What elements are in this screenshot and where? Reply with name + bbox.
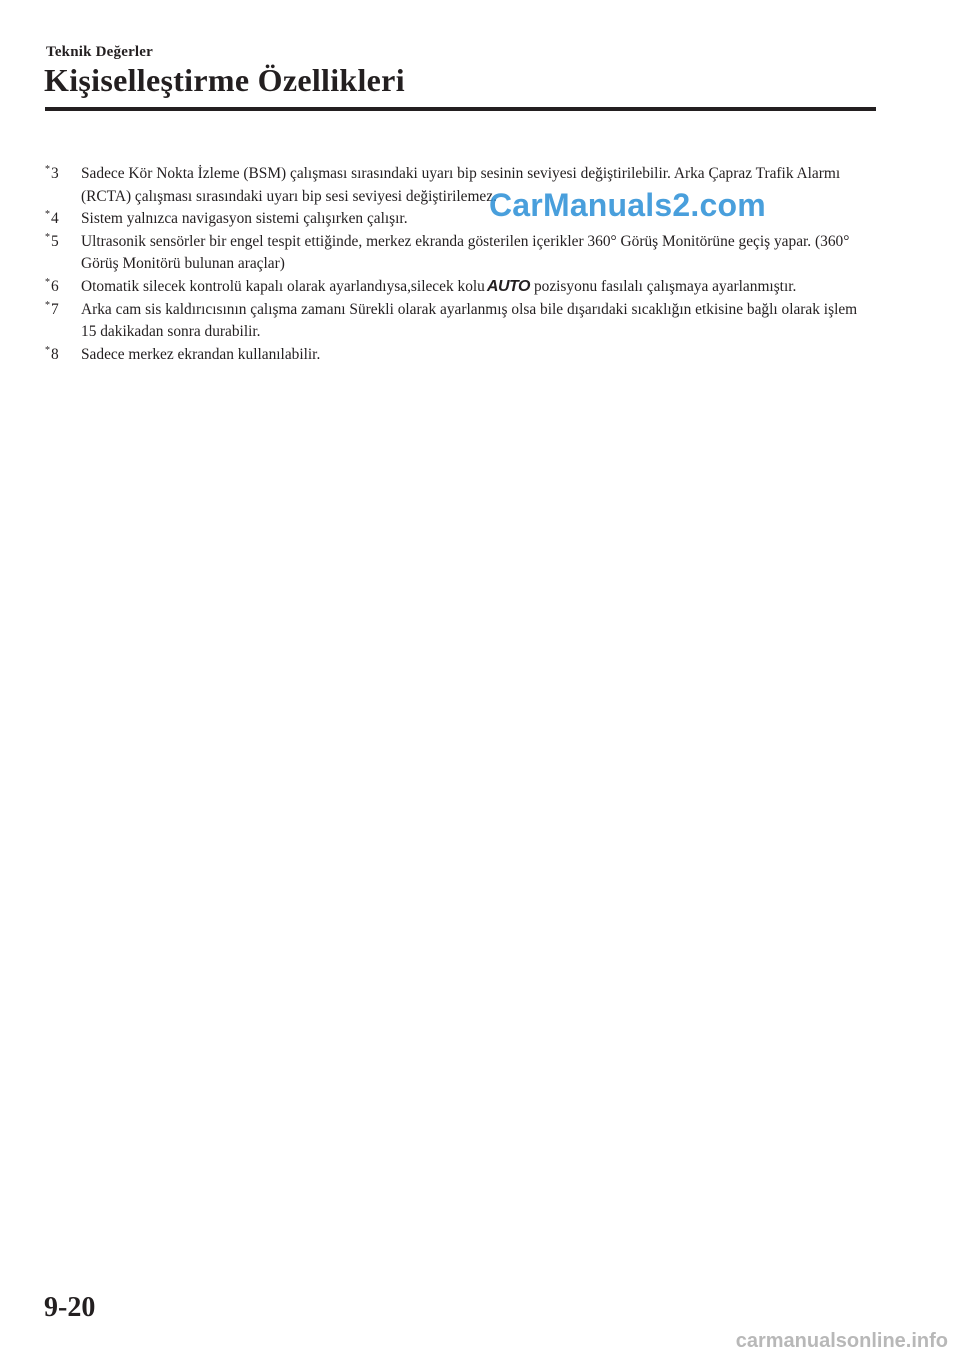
footnote-5: [45, 231, 875, 276]
footnote-marker: *5: [45, 231, 59, 250]
footnote-8: [45, 344, 875, 367]
footnote-text-before: Otomatik silecek kontrolü kapalı olarak ayarlandıysa,silecek kolu: [81, 277, 485, 295]
footnote-marker: *4: [45, 209, 59, 228]
asterisk-icon: *: [45, 209, 50, 221]
auto-wiper-icon: AUTO: [486, 277, 530, 295]
page-number: 9-20: [44, 1292, 96, 1323]
asterisk-icon: *: [45, 276, 50, 288]
footnote-text: Arka cam sis kaldırıcısının çalışma zamanı Sürekli olarak ayarlanmış olsa bile dışarıdaki sıcaklığın etkisine bağlı olarak işlem 15 dakikadan sonra durabilir.: [81, 300, 858, 341]
asterisk-icon: *: [45, 344, 50, 356]
footnote-marker: *7: [45, 299, 59, 318]
asterisk-icon: *: [45, 231, 50, 243]
footnote-marker: *3: [45, 164, 59, 182]
footnote-text: Sadece merkez ekrandan kullanılabilir.: [81, 345, 321, 363]
footnote-text: Sistem yalnızca navigasyon sistemi çalışırken çalışır.: [81, 210, 408, 228]
page-title: Kişiselleştirme Özellikleri: [44, 62, 405, 98]
footnote-marker: *6: [45, 276, 59, 295]
footer-watermark: carmanualsonline.info: [735, 1330, 948, 1352]
footnote-text: Sadece Kör Nokta İzleme (BSM) çalışması sırasındaki uyarı bip sesinin seviyesi değiştirilebilir. Arka Çapraz Trafik Alarmı (RCTA) çalışması sırasındaki uyarı bip sesi seviyesi değiştirilemez.: [81, 165, 841, 205]
footnote-marker: *8: [45, 344, 59, 363]
asterisk-icon: *: [45, 299, 50, 311]
title-divider: [45, 107, 876, 111]
footnote-7: [45, 299, 875, 344]
asterisk-icon: *: [45, 164, 50, 175]
section-label: Teknik Değerler: [46, 44, 154, 60]
footnote-text-after: pozisyonu fasılalı çalışmaya ayarlanmıştır.: [533, 277, 797, 295]
footnote-text: Ultrasonik sensörler bir engel tespit ettiğinde, merkez ekranda gösterilen içerikler 360° Görüş Monitörüne geçiş yapar. (360° Görüş Monitörü bulunan araçlar): [81, 232, 850, 273]
footnote-6: [45, 276, 875, 299]
watermark-logo: CarManuals2.com: [489, 187, 766, 223]
